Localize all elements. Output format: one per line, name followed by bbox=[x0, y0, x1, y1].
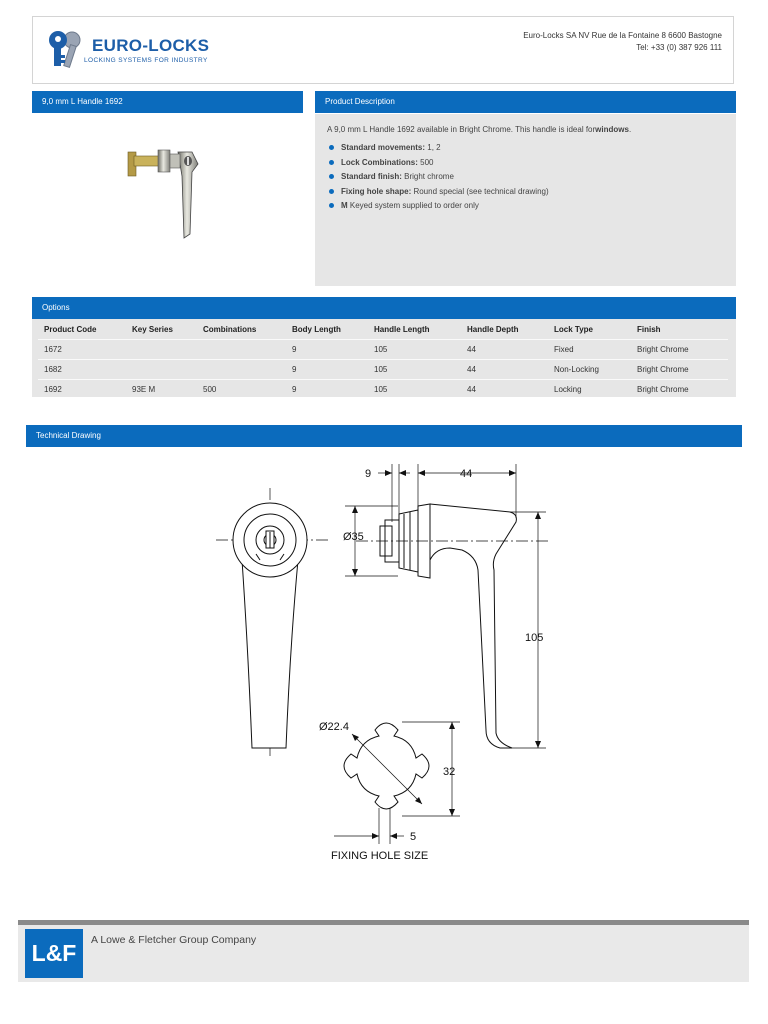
dim-body-label: 9 bbox=[365, 468, 372, 480]
feature-label: Lock Combinations: bbox=[341, 157, 418, 167]
feature-list bbox=[328, 142, 549, 215]
feature-item bbox=[328, 200, 549, 215]
description-intro bbox=[327, 125, 631, 134]
table-cell: Bright Chrome bbox=[631, 360, 728, 380]
bullet-icon bbox=[329, 203, 334, 208]
table-cell: 9 bbox=[286, 380, 368, 400]
footer-company-text: A Lowe & Fletcher Group Company bbox=[91, 934, 257, 946]
options-table bbox=[38, 320, 728, 399]
table-cell: Bright Chrome bbox=[631, 380, 728, 400]
feature-label: Fixing hole shape: bbox=[341, 186, 412, 196]
table-cell: Fixed bbox=[548, 340, 631, 360]
brand-name: EURO-LOCKS bbox=[92, 36, 210, 55]
column-header: Key Series bbox=[132, 325, 173, 334]
feature-item bbox=[328, 142, 549, 157]
arrowheads bbox=[352, 470, 544, 839]
product-title-bar bbox=[32, 91, 303, 113]
feature-item bbox=[328, 186, 549, 201]
table-cell: 105 bbox=[368, 380, 461, 400]
feature-value: Round special (see technical drawing) bbox=[411, 186, 549, 196]
dim-length-label: 105 bbox=[525, 632, 544, 644]
table-cell: Locking bbox=[548, 380, 631, 400]
table-cell bbox=[126, 360, 197, 380]
hole-caption: FIXING HOLE SIZE bbox=[331, 850, 429, 862]
table-cell: 93E M bbox=[126, 380, 197, 400]
feature-value: Keyed system supplied to order only bbox=[347, 201, 479, 211]
company-address: Euro-Locks SA NV Rue de la Fontaine 8 6600 Bastogne bbox=[523, 31, 722, 40]
column-header: Body Length bbox=[292, 325, 341, 334]
options-heading: Options bbox=[42, 303, 70, 312]
table-cell: 1682 bbox=[38, 360, 126, 380]
product-description-heading: Product Description bbox=[325, 97, 395, 106]
table-header-row bbox=[38, 320, 728, 340]
fixing-hole-view bbox=[334, 722, 460, 844]
side-view bbox=[356, 504, 548, 748]
dim-depth-label: 44 bbox=[460, 468, 473, 480]
table-cell: 44 bbox=[461, 340, 548, 360]
column-header: Handle Depth bbox=[467, 325, 519, 334]
column-header: Lock Type bbox=[554, 325, 593, 334]
options-bar bbox=[32, 297, 736, 319]
bullet-icon bbox=[329, 160, 334, 165]
bullet-icon bbox=[329, 174, 334, 179]
feature-value: Bright chrome bbox=[401, 172, 454, 182]
dim-hole-height-label: 32 bbox=[443, 766, 456, 778]
product-title: 9,0 mm L Handle 1692 bbox=[42, 97, 123, 106]
technical-drawing bbox=[0, 448, 768, 868]
column-header: Combinations bbox=[203, 325, 257, 334]
description-intro-emphasis: windows bbox=[595, 125, 629, 134]
feature-item bbox=[328, 157, 549, 172]
dimension-lines bbox=[345, 464, 546, 748]
table-cell: Bright Chrome bbox=[631, 340, 728, 360]
table-cell bbox=[197, 340, 286, 360]
technical-drawing-heading: Technical Drawing bbox=[36, 431, 101, 440]
keys-logo-icon bbox=[44, 28, 90, 74]
feature-item bbox=[328, 171, 549, 186]
feature-value: 500 bbox=[417, 157, 434, 167]
table-row bbox=[38, 380, 728, 400]
brand-tagline: LOCKING SYSTEMS FOR INDUSTRY bbox=[84, 57, 208, 64]
bullet-icon bbox=[329, 145, 334, 150]
feature-label: Standard movements: bbox=[341, 143, 426, 152]
column-header: Finish bbox=[637, 325, 661, 334]
feature-label: Standard finish: bbox=[341, 172, 402, 182]
column-header: Product Code bbox=[44, 325, 97, 334]
table-cell: 1672 bbox=[38, 340, 126, 360]
description-intro-text: A 9,0 mm L Handle 1692 available in Bright Chrome. This handle is ideal for bbox=[327, 125, 596, 134]
product-photo bbox=[122, 142, 202, 242]
lf-logo: L&F bbox=[25, 929, 83, 978]
technical-drawing-bar bbox=[26, 425, 742, 447]
table-cell: 500 bbox=[197, 380, 286, 400]
column-header: Handle Length bbox=[374, 325, 430, 334]
table-cell: Non-Locking bbox=[548, 360, 631, 380]
feature-value: 1, 2 bbox=[425, 143, 441, 152]
table-cell: 1692 bbox=[38, 380, 126, 400]
table-cell: 44 bbox=[461, 380, 548, 400]
dim-hole-diameter-label: Ø22.4 bbox=[319, 721, 349, 733]
table-row bbox=[38, 340, 728, 360]
table-cell: 9 bbox=[286, 360, 368, 380]
feature-label: M bbox=[341, 201, 348, 211]
table-cell: 105 bbox=[368, 340, 461, 360]
company-phone: Tel: +33 (0) 387 926 111 bbox=[636, 43, 722, 52]
front-view bbox=[216, 488, 328, 756]
bullet-icon bbox=[329, 189, 334, 194]
table-cell bbox=[197, 360, 286, 380]
dim-hole-tab-label: 5 bbox=[410, 831, 417, 843]
table-cell: 9 bbox=[286, 340, 368, 360]
table-row bbox=[38, 360, 728, 380]
table-cell bbox=[126, 340, 197, 360]
product-description-bar bbox=[315, 91, 736, 113]
table-cell: 44 bbox=[461, 360, 548, 380]
company-contact bbox=[523, 30, 722, 54]
dim-diameter-label: Ø35 bbox=[343, 531, 364, 543]
description-intro-end: . bbox=[628, 125, 632, 134]
table-cell: 105 bbox=[368, 360, 461, 380]
